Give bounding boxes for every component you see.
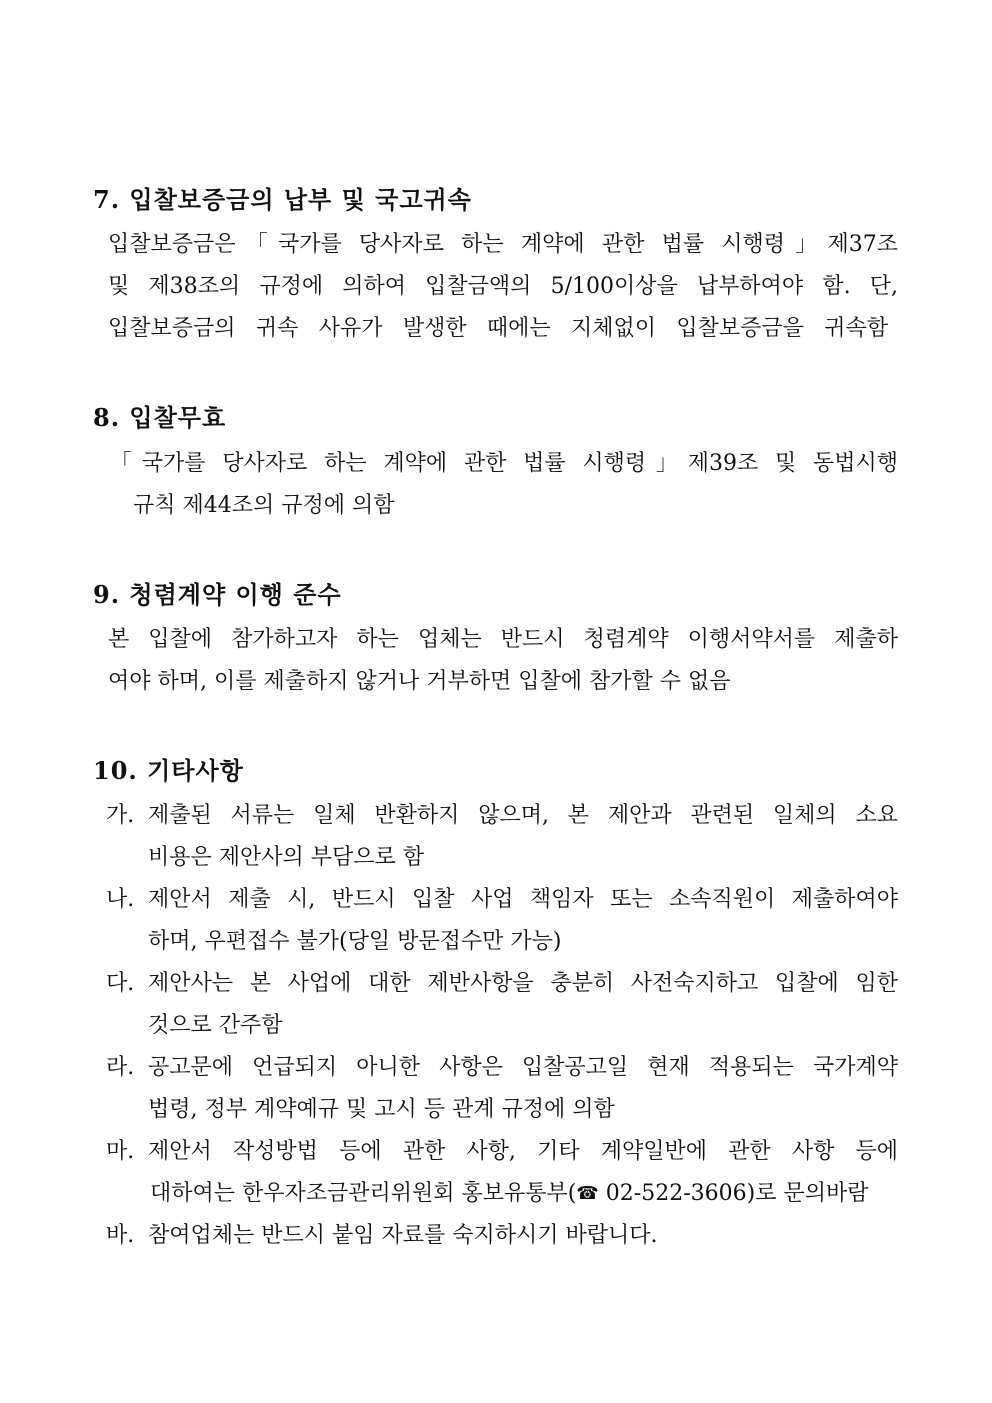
item-ba-line-1: 참여업체는 반드시 붙임 자료를 숙지하시기 바랍니다. xyxy=(148,1223,658,1248)
item-na-label: 나. xyxy=(106,887,135,912)
section-10-heading: 10. 기타사항 xyxy=(93,756,244,785)
section-7-line-2: 및 제38조의 규정에 의하여 입찰금액의 5/100이상을 납부하여야 함. 단, xyxy=(108,274,898,299)
item-da-line-2: 것으로 간주함 xyxy=(148,1013,283,1038)
telephone-icon: ☎ xyxy=(576,1183,599,1204)
section-7-line-3: 입찰보증금의 귀속 사유가 발생한 때에는 지체없이 입찰보증금을 귀속함 xyxy=(108,316,888,341)
item-da-line-1: 제안사는 본 사업에 대한 제반사항을 충분히 사전숙지하고 입찰에 임한 xyxy=(148,971,898,996)
item-ra-label: 라. xyxy=(106,1055,135,1080)
item-ra-line-1: 공고문에 언급되지 아니한 사항은 입찰공고일 현재 적용되는 국가계약 xyxy=(148,1055,898,1080)
item-ga-label: 가. xyxy=(106,803,135,828)
section-7-line-1: 입찰보증금은「국가를 당사자로 하는 계약에 관한 법률 시행령」제37조 xyxy=(108,232,898,257)
item-ga-line-1: 제출된 서류는 일체 반환하지 않으며, 본 제안과 관련된 일체의 소요 xyxy=(148,803,898,828)
contact-prefix-text: 대하여는 한우자조금관리위원회 홍보유통부( xyxy=(150,1181,577,1206)
section-8-line-1: 「국가를 당사자로 하는 계약에 관한 법률 시행령」제39조 및 동법시행 xyxy=(110,451,898,476)
section-8-heading: 8. 입찰무효 xyxy=(93,403,227,432)
item-ra-line-2: 법령, 정부 계약예규 및 고시 등 관계 규정에 의함 xyxy=(148,1097,615,1122)
section-8-line-2: 규칙 제44조의 규정에 의함 xyxy=(133,493,395,518)
item-na-line-2: 하며, 우편접수 불가(당일 방문접수만 가능) xyxy=(148,929,562,954)
item-ba-label: 바. xyxy=(106,1223,135,1248)
item-na-line-1: 제안서 제출 시, 반드시 입찰 사업 책임자 또는 소속직원이 제출하여야 xyxy=(148,887,898,912)
item-da-label: 다. xyxy=(106,971,135,996)
item-ma-line-2 xyxy=(150,1179,868,1209)
section-9-line-1: 본 입찰에 참가하고자 하는 업체는 반드시 청렴계약 이행서약서를 제출하 xyxy=(108,627,898,652)
section-7-heading: 7. 입찰보증금의 납부 및 국고귀속 xyxy=(93,185,472,214)
item-ma-line-1: 제안서 작성방법 등에 관한 사항, 기타 계약일반에 관한 사항 등에 xyxy=(148,1139,898,1164)
section-9-heading: 9. 청렴계약 이행 준수 xyxy=(93,580,342,609)
contact-phone-text: 02-522-3606)로 문의바람 xyxy=(598,1181,869,1206)
item-ma-label: 마. xyxy=(106,1139,135,1164)
item-ga-line-2: 비용은 제안사의 부담으로 함 xyxy=(148,845,425,870)
section-9-line-2: 여야 하며, 이를 제출하지 않거나 거부하면 입찰에 참가할 수 없음 xyxy=(108,669,731,694)
